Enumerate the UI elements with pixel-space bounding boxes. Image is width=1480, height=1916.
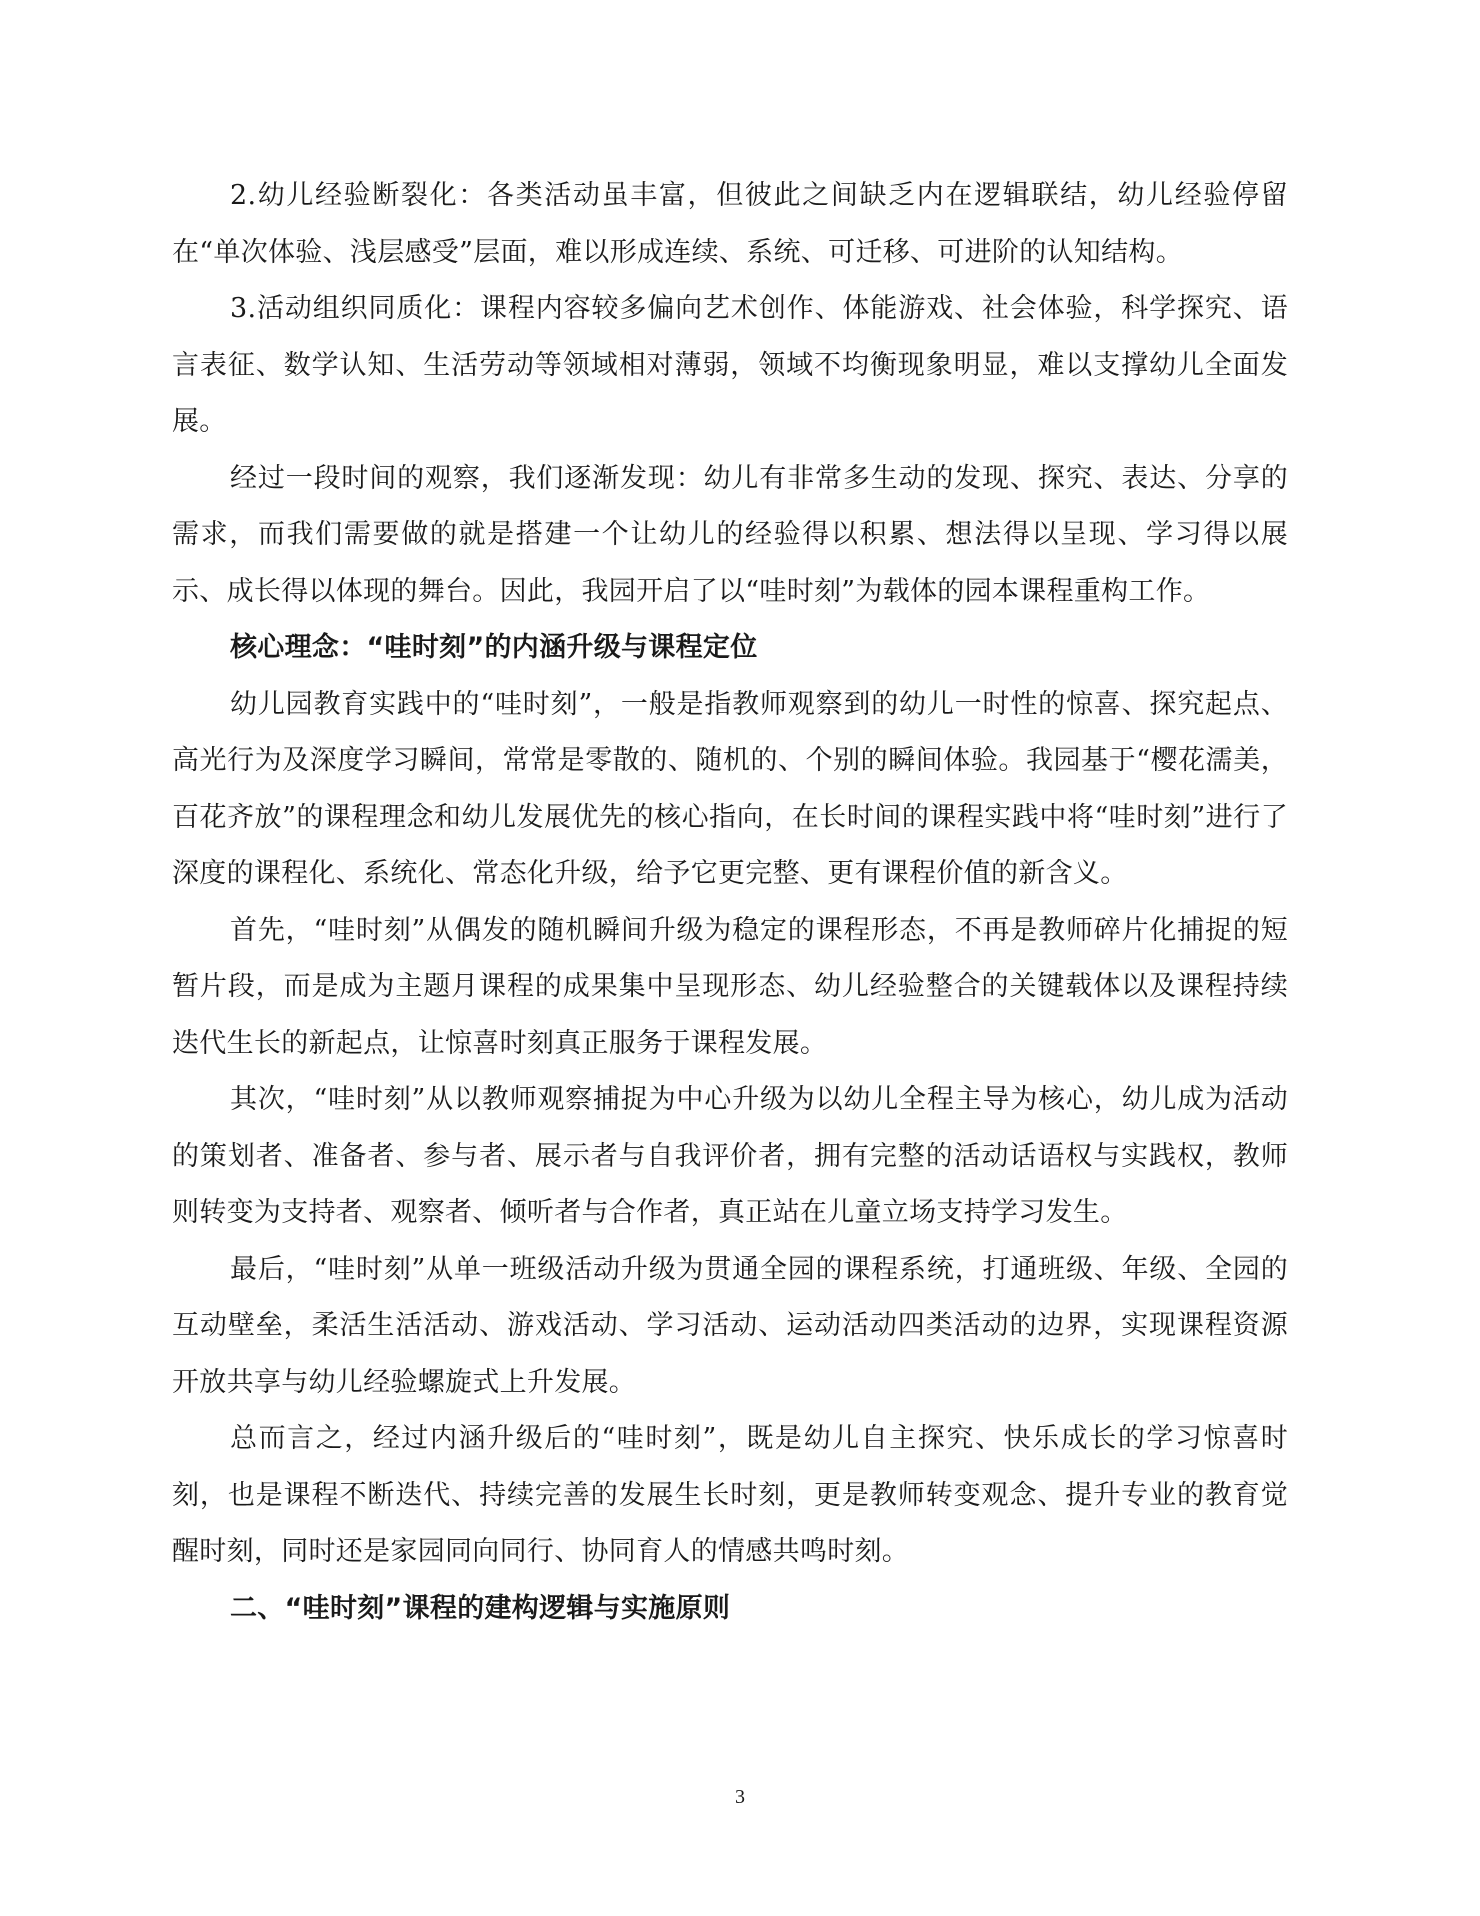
- paragraph-second-upgrade: 其次，“哇时刻”从以教师观察捕捉为中心升级为以幼儿全程主导为核心，幼儿成为活动的策划者、准备者、参与者、展示者与自我评价者，拥有完整的活动话语权与实践权，教师则转变为支持者、观察者、倾听者与合作者，真正站在儿童立场支持学习发生。: [172, 1084, 1288, 1228]
- page-number: 3: [735, 1786, 745, 1808]
- paragraph-first-upgrade: 首先，“哇时刻”从偶发的随机瞬间升级为稳定的课程形态，不再是教师碎片化捕捉的短暂片段，而是成为主题月课程的成果集中呈现形态、幼儿经验整合的关键载体以及课程持续迭代生长的新起点，让惊喜时刻真正服务于课程发展。: [172, 914, 1288, 1059]
- section-heading-core-concept: 核心理念：“哇时刻”的内涵升级与课程定位: [230, 632, 758, 663]
- document-page: [172, 168, 1288, 1637]
- paragraph-summary: 总而言之，经过内涵升级后的“哇时刻”，既是幼儿自主探究、快乐成长的学习惊喜时刻，也是课程不断迭代、持续完善的发展生长时刻，更是教师转变观念、提升专业的教育觉醒时刻，同时还是家园同向同行、协同育人的情感共鸣时刻。: [172, 1423, 1288, 1567]
- section-heading-construction-logic: 二、“哇时刻”课程的建构逻辑与实施原则: [230, 1592, 731, 1624]
- paragraph-observation-findings: 经过一段时间的观察，我们逐渐发现：幼儿有非常多生动的发现、探究、表达、分享的需求，而我们需要做的就是搭建一个让幼儿的经验得以积累、想法得以呈现、学习得以展示、成长得以体现的舞台。因此，我园开启了以“哇时刻”为载体的园本课程重构工作。: [172, 462, 1288, 607]
- paragraph-activity-homogenization: 3.活动组织同质化：课程内容较多偏向艺术创作、体能游戏、社会体验，科学探究、语言表征、数学认知、生活劳动等领域相对薄弱，领域不均衡现象明显，难以支撑幼儿全面发展。: [172, 293, 1288, 437]
- paragraph-experience-fragmentation: 2.幼儿经验断裂化：各类活动虽丰富，但彼此之间缺乏内在逻辑联结，幼儿经验停留在“单次体验、浅层感受”层面，难以形成连续、系统、可迁移、可进阶的认知结构。: [172, 180, 1288, 268]
- paragraph-wow-moment-definition: 幼儿园教育实践中的“哇时刻”，一般是指教师观察到的幼儿一时性的惊喜、探究起点、高光行为及深度学习瞬间，常常是零散的、随机的、个别的瞬间体验。我园基于“樱花濡美，百花齐放”的课程理念和幼儿发展优先的核心指向，在长时间的课程实践中将“哇时刻”进行了深度的课程化、系统化、常态化升级，给予它更完整、更有课程价值的新含义。: [172, 688, 1288, 889]
- paragraph-third-upgrade: 最后，“哇时刻”从单一班级活动升级为贯通全园的课程系统，打通班级、年级、全园的互动壁垒，柔活生活活动、游戏活动、学习活动、运动活动四类活动的边界，实现课程资源开放共享与幼儿经验螺旋式上升发展。: [172, 1253, 1288, 1398]
